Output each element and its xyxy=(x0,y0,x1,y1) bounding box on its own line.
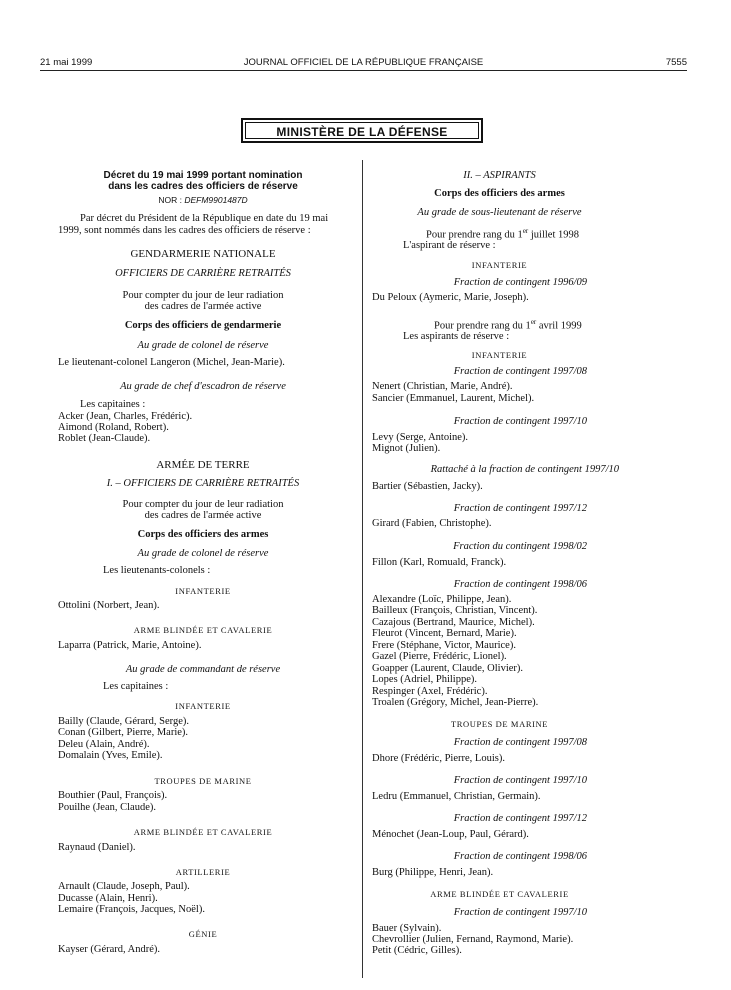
entry-bauer: Bauer (Sylvain). xyxy=(372,923,442,934)
nor-label: NOR : xyxy=(158,195,185,205)
ministry-title: MINISTÈRE DE LA DÉFENSE xyxy=(245,122,479,139)
entry-pouilhe: Pouilhe (Jean, Claude). xyxy=(58,802,156,813)
aspirants-reserve-label: Les aspirants de réserve : xyxy=(403,331,510,342)
rattache-fraction-1997-10: Rattaché à la fraction de contingent 1997/10 xyxy=(430,464,619,475)
decree-title-line-2: dans les cadres des officiers de réserve xyxy=(108,181,298,192)
entry-sancier: Sancier (Emmanuel, Laurent, Michel). xyxy=(372,393,535,404)
entry-laparra: Laparra (Patrick, Marie, Antoine). xyxy=(58,640,202,651)
fraction-1997-10: Fraction de contingent 1997/10 xyxy=(453,416,587,427)
header-rule xyxy=(40,70,687,71)
entry-bailly: Bailly (Claude, Gérard, Serge). xyxy=(58,716,190,727)
entry-girard: Girard (Fabien, Christophe). xyxy=(372,518,492,529)
entry-gazel: Gazel (Pierre, Frédéric, Lionel). xyxy=(372,651,507,662)
entry-ottolini: Ottolini (Norbert, Jean). xyxy=(58,600,160,611)
entry-petit: Petit (Cédric, Gilles). xyxy=(372,945,462,956)
entry-goapper: Goapper (Laurent, Claude, Olivier). xyxy=(372,663,524,674)
tm-fraction-1997-10: Fraction de contingent 1997/10 xyxy=(453,775,587,786)
section-ii-heading: II. – ASPIRANTS xyxy=(463,170,536,181)
fraction-1996-09: Fraction de contingent 1996/09 xyxy=(453,277,587,288)
entry-levy: Levy (Serge, Antoine). xyxy=(372,432,469,443)
section-heading-armee-terre: ARMÉE DE TERRE xyxy=(156,459,250,471)
arm-heading-infanterie-2: INFANTERIE xyxy=(175,701,231,711)
fraction-1997-12: Fraction de contingent 1997/12 xyxy=(453,503,587,514)
fraction-1998-02: Fraction du contingent 1998/02 xyxy=(453,541,587,552)
entry-kayser: Kayser (Gérard, André). xyxy=(58,944,161,955)
arm-heading-troupes-marine-right: TROUPES DE MARINE xyxy=(450,719,549,729)
column-separator xyxy=(362,160,363,978)
tm-fraction-1997-12: Fraction de contingent 1997/12 xyxy=(453,813,587,824)
header-journal-title: JOURNAL OFFICIEL DE LA RÉPUBLIQUE FRANÇAISE xyxy=(243,57,484,68)
grade-chef-escadron-heading: Au grade de chef d'escadron de réserve xyxy=(120,381,286,392)
entry-bailleux: Bailleux (François, Christian, Vincent). xyxy=(372,605,538,616)
entry-respinger: Respinger (Axel, Frédéric). xyxy=(372,686,488,697)
grade-colonel-heading-2: Au grade de colonel de réserve xyxy=(137,548,269,559)
grade-sous-lieutenant-heading: Au grade de sous-lieutenant de réserve xyxy=(417,207,582,218)
entry-conan: Conan (Gilbert, Pierre, Marie). xyxy=(58,727,189,738)
entry-troalen: Troalen (Grégory, Michel, Jean-Pierre). xyxy=(372,697,539,708)
entry-ducasse: Ducasse (Alain, Henri). xyxy=(58,893,158,904)
corps-armes-heading: Corps des officiers des armes xyxy=(137,529,269,540)
rang-juillet-date: juillet 1998 xyxy=(528,229,580,241)
entry-dhore: Dhore (Frédéric, Pierre, Louis). xyxy=(372,753,505,764)
compter-line-1: Pour compter du jour de leur radiation xyxy=(122,290,284,301)
compter-line-2: des cadres de l'armée active xyxy=(144,301,262,312)
header-page-number: 7555 xyxy=(665,57,687,68)
grade-colonel-heading: Au grade de colonel de réserve xyxy=(137,340,269,351)
entry-bouthier: Bouthier (Paul, François). xyxy=(58,790,168,801)
entry-nenert: Nenert (Christian, Marie, André). xyxy=(372,381,513,392)
corps-gendarmerie-heading: Corps des officiers de gendarmerie xyxy=(124,320,282,331)
entry-raynaud: Raynaud (Daniel). xyxy=(58,842,136,853)
intro-line-2: 1999, sont nommés dans les cadres des officiers de réserve : xyxy=(58,225,311,236)
compter2-line-2: des cadres de l'armée active xyxy=(144,510,262,521)
entry-du-peloux: Du Peloux (Aymeric, Marie, Joseph). xyxy=(372,292,529,303)
decree-title-line-1: Décret du 19 mai 1999 portant nomination xyxy=(103,170,303,181)
entry-mignot: Mignot (Julien). xyxy=(372,443,441,454)
section-i-heading: I. – OFFICIERS DE CARRIÈRE RETRAITÉS xyxy=(106,478,300,489)
entry-bartier: Bartier (Sébastien, Jacky). xyxy=(372,481,483,492)
rang-juillet-superscript: er xyxy=(522,227,529,235)
intro-line-1: Par décret du Président de la République en date du 19 mai xyxy=(80,213,329,224)
nor-reference xyxy=(58,194,348,206)
aspirant-reserve-label: L'aspirant de réserve : xyxy=(403,240,496,251)
entry-acker: Acker (Jean, Charles, Frédéric). xyxy=(58,411,193,422)
page-header xyxy=(40,57,687,69)
entry-burg: Burg (Philippe, Henri, Jean). xyxy=(372,867,494,878)
subheading-officiers-retraites: OFFICIERS DE CARRIÈRE RETRAITÉS xyxy=(115,268,291,279)
entry-menochet: Ménochet (Jean-Loup, Paul, Gérard). xyxy=(372,829,529,840)
entry-fleurot: Fleurot (Vincent, Bernard, Marie). xyxy=(372,628,517,639)
entry-fillon: Fillon (Karl, Romuald, Franck). xyxy=(372,557,507,568)
capitaines-label: Les capitaines : xyxy=(80,399,146,410)
arm-heading-infanterie-right-2: INFANTERIE xyxy=(471,350,528,360)
entry-roblet: Roblet (Jean-Claude). xyxy=(58,433,151,444)
tm-fraction-1997-08: Fraction de contingent 1997/08 xyxy=(453,737,587,748)
tm-fraction-1998-06: Fraction de contingent 1998/06 xyxy=(453,851,587,862)
compter2-line-1: Pour compter du jour de leur radiation xyxy=(122,499,284,510)
section-heading-gendarmerie: GENDARMERIE NATIONALE xyxy=(130,248,276,260)
capitaines-label-2: Les capitaines : xyxy=(103,681,169,692)
entry-aimond: Aimond (Roland, Robert). xyxy=(58,422,169,433)
entry-domalain: Domalain (Yves, Emile). xyxy=(58,750,163,761)
arm-heading-artillerie: ARTILLERIE xyxy=(175,867,231,877)
entry-chevrollier: Chevrollier (Julien, Fernand, Raymond, Marie). xyxy=(372,934,574,945)
entry-alexandre: Alexandre (Loïc, Philippe, Jean). xyxy=(372,594,512,605)
entry-langeron: Le lieutenant-colonel Langeron (Michel, Jean-Marie). xyxy=(58,357,285,368)
entry-cazajous: Cazajous (Bertrand, Maurice, Michel). xyxy=(372,617,535,628)
abc-fraction-1997-10: Fraction de contingent 1997/10 xyxy=(453,907,587,918)
fraction-1997-08: Fraction de contingent 1997/08 xyxy=(453,366,587,377)
arm-heading-troupes-marine: TROUPES DE MARINE xyxy=(154,776,252,786)
entry-lopes: Lopes (Adriel, Philippe). xyxy=(372,674,477,685)
entry-lemaire: Lemaire (François, Jacques, Noël). xyxy=(58,904,205,915)
arm-heading-abc: ARME BLINDÉE ET CAVALERIE xyxy=(133,625,273,635)
corps-armes-heading-right: Corps des officiers des armes xyxy=(434,188,565,199)
entry-frere: Frere (Stéphane, Victor, Maurice). xyxy=(372,640,516,651)
arm-heading-infanterie-right: INFANTERIE xyxy=(471,260,528,270)
entry-arnault: Arnault (Claude, Joseph, Paul). xyxy=(58,881,190,892)
arm-heading-genie: GÉNIE xyxy=(188,929,218,939)
entry-deleu: Deleu (Alain, André). xyxy=(58,739,150,750)
arm-heading-abc-2: ARME BLINDÉE ET CAVALERIE xyxy=(133,827,273,837)
arm-heading-abc-right: ARME BLINDÉE ET CAVALERIE xyxy=(430,889,569,899)
grade-commandant-heading: Au grade de commandant de réserve xyxy=(125,664,281,675)
rang-avril-date: avril 1999 xyxy=(536,320,582,332)
rang-avril-superscript: er xyxy=(530,318,537,326)
rang-juillet-text: Pour prendre rang du 1 xyxy=(426,229,523,241)
lieutenants-colonels-label: Les lieutenants-colonels : xyxy=(103,565,211,576)
rang-avril-text: Pour prendre rang du 1 xyxy=(434,320,531,332)
ministry-box xyxy=(241,118,483,143)
nor-code: DEFM9901487D xyxy=(184,195,248,205)
fraction-1998-06: Fraction de contingent 1998/06 xyxy=(453,579,587,590)
entry-ledru: Ledru (Emmanuel, Christian, Germain). xyxy=(372,791,541,802)
arm-heading-infanterie: INFANTERIE xyxy=(175,586,231,596)
header-date: 21 mai 1999 xyxy=(40,57,93,68)
